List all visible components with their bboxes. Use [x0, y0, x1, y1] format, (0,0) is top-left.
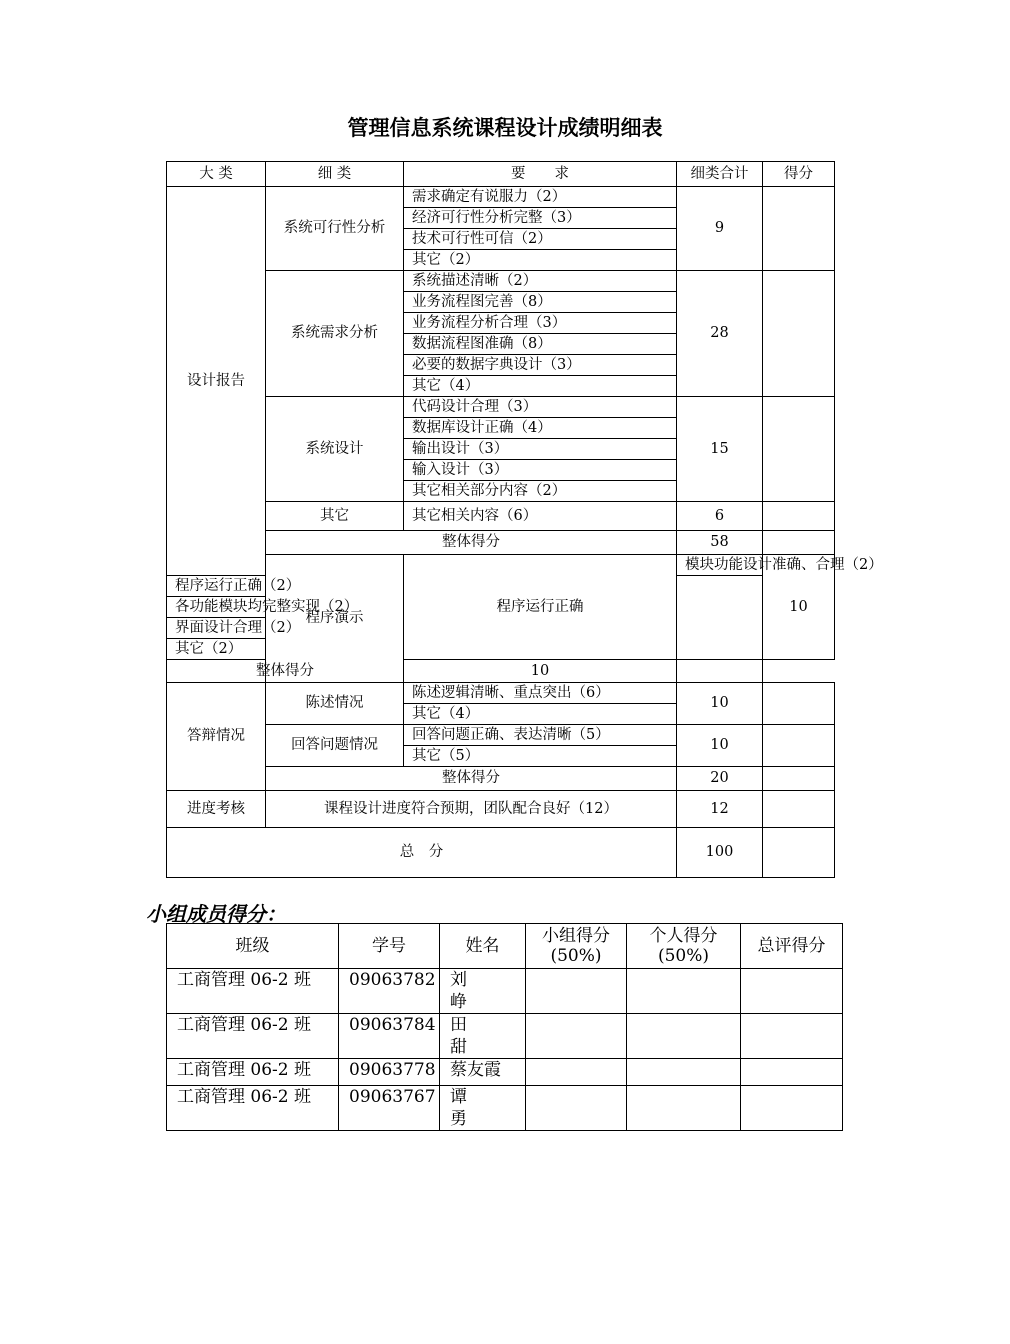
overall-label: 整体得分 — [167, 660, 404, 683]
overall-label: 整体得分 — [266, 767, 677, 791]
overall-value: 10 — [404, 660, 677, 683]
requirement-item: 业务流程图完善（8） — [404, 292, 677, 313]
subtotal-answer: 10 — [677, 725, 763, 767]
score-cell[interactable] — [763, 502, 835, 531]
subtotal-progress: 12 — [677, 791, 763, 828]
member-class: 工商管理 06-2 班 — [167, 969, 339, 1014]
member-name: 田 甜 — [440, 1014, 526, 1059]
requirement-item: 技术可行性可信（2） — [404, 229, 677, 250]
header-name: 姓名 — [440, 924, 526, 969]
personal-score-cell[interactable] — [627, 1086, 741, 1131]
requirement-item: 需求确定有说服力（2） — [404, 187, 677, 208]
table-row — [167, 725, 835, 746]
subtotal-running: 10 — [763, 555, 835, 660]
personal-score-cell[interactable] — [627, 1059, 741, 1086]
header-subtotal: 细类合计 — [677, 162, 763, 187]
score-cell[interactable] — [763, 271, 835, 397]
subtotal-requirements: 28 — [677, 271, 763, 397]
requirement-item: 界面设计合理（2） — [167, 618, 266, 639]
personal-score-cell[interactable] — [627, 1014, 741, 1059]
overall-row — [167, 767, 835, 791]
total-score-cell[interactable] — [741, 1014, 843, 1059]
header-total-score: 总评得分 — [741, 924, 843, 969]
requirement-item: 业务流程分析合理（3） — [404, 313, 677, 334]
total-score-cell[interactable] — [741, 1086, 843, 1131]
score-cell[interactable] — [763, 683, 835, 725]
subcategory-answer: 回答问题情况 — [266, 725, 404, 767]
requirement-item: 其它（4） — [404, 376, 677, 397]
member-row — [167, 1014, 843, 1059]
member-id: 09063782 — [339, 969, 440, 1014]
score-cell[interactable] — [763, 725, 835, 767]
requirement-item: 数据流程图准确（8） — [404, 334, 677, 355]
overall-row — [167, 660, 835, 683]
requirement-item: 代码设计合理（3） — [404, 397, 677, 418]
requirement-item: 输入设计（3） — [404, 460, 677, 481]
subcategory-requirements: 系统需求分析 — [266, 271, 404, 397]
header-personal-score: 个人得分 (50%) — [627, 924, 741, 969]
requirement-item: 陈述逻辑清晰、重点突出（6） — [404, 683, 677, 704]
category-progress: 进度考核 — [167, 791, 266, 828]
subcategory-feasibility: 系统可行性分析 — [266, 187, 404, 271]
group-score-cell[interactable] — [526, 969, 627, 1014]
requirement-item: 回答问题正确、表达清晰（5） — [404, 725, 677, 746]
category-report: 设计报告 — [167, 187, 266, 576]
total-score-cell[interactable] — [741, 969, 843, 1014]
member-row — [167, 969, 843, 1014]
subtotal-design: 15 — [677, 397, 763, 502]
requirement-item: 数据库设计正确（4） — [404, 418, 677, 439]
table-row — [167, 555, 835, 576]
subtotal-other: 6 — [677, 502, 763, 531]
overall-value: 20 — [677, 767, 763, 791]
category-defense: 答辩情况 — [167, 683, 266, 791]
subtotal-feasibility: 9 — [677, 187, 763, 271]
table-row — [167, 397, 835, 418]
requirement-item: 系统描述清晰（2） — [404, 271, 677, 292]
score-cell[interactable] — [763, 828, 835, 878]
group-score-cell[interactable] — [526, 1014, 627, 1059]
members-header-row — [167, 924, 843, 969]
member-id: 09063778 — [339, 1059, 440, 1086]
requirement-item: 其它（5） — [404, 746, 677, 767]
member-name: 谭 勇 — [440, 1086, 526, 1131]
total-row — [167, 828, 835, 878]
member-class: 工商管理 06-2 班 — [167, 1086, 339, 1131]
score-cell[interactable] — [677, 660, 763, 683]
header-subcategory: 细 类 — [266, 162, 404, 187]
score-cell[interactable] — [763, 791, 835, 828]
table-row — [167, 502, 835, 531]
progress-requirement: 课程设计进度符合预期，团队配合良好（12） — [266, 791, 677, 828]
requirement-item: 其它（4） — [404, 704, 677, 725]
subcategory-running: 程序运行正确 — [404, 555, 677, 660]
score-detail-table — [166, 161, 883, 878]
subcategory-other: 其它 — [266, 502, 404, 531]
requirement-item: 其它（2） — [404, 250, 677, 271]
total-label: 总 分 — [167, 828, 677, 878]
member-name: 刘 峥 — [440, 969, 526, 1014]
requirement-item: 输出设计（3） — [404, 439, 677, 460]
member-class: 工商管理 06-2 班 — [167, 1014, 339, 1059]
overall-value: 58 — [677, 531, 763, 555]
score-cell[interactable] — [763, 187, 835, 271]
header-score: 得分 — [763, 162, 835, 187]
header-id: 学号 — [339, 924, 440, 969]
table-row — [167, 187, 835, 208]
member-id: 09063784 — [339, 1014, 440, 1059]
page-title: 管理信息系统课程设计成绩明细表 — [347, 116, 663, 140]
score-cell[interactable] — [763, 531, 835, 555]
header-group-score: 小组得分 (50%) — [526, 924, 627, 969]
subcategory-statement: 陈述情况 — [266, 683, 404, 725]
progress-row — [167, 791, 835, 828]
group-score-cell[interactable] — [526, 1059, 627, 1086]
member-row — [167, 1059, 843, 1086]
header-row — [167, 162, 835, 187]
subcategory-design: 系统设计 — [266, 397, 404, 502]
table-row — [167, 683, 835, 704]
total-value: 100 — [677, 828, 763, 878]
member-class: 工商管理 06-2 班 — [167, 1059, 339, 1086]
requirement-item: 经济可行性分析完整（3） — [404, 208, 677, 229]
requirement-item: 必要的数据字典设计（3） — [404, 355, 677, 376]
members-section-title: 小组成员得分： — [146, 902, 286, 926]
category-demo: 程序演示 — [266, 555, 404, 683]
group-score-cell[interactable] — [526, 1086, 627, 1131]
requirement-item: 其它相关内容（6） — [404, 502, 677, 531]
score-cell[interactable] — [763, 397, 835, 502]
requirement-item: 模块功能设计准确、合理（2） — [677, 555, 763, 576]
requirement-item: 程序运行正确（2） — [167, 576, 266, 597]
personal-score-cell[interactable] — [627, 969, 741, 1014]
member-name: 蔡友霞 — [440, 1059, 526, 1086]
score-cell[interactable] — [763, 767, 835, 791]
subtotal-statement: 10 — [677, 683, 763, 725]
header-class: 班级 — [167, 924, 339, 969]
requirement-item: 其它（2） — [167, 639, 266, 660]
table-row — [167, 271, 835, 292]
total-score-cell[interactable] — [741, 1059, 843, 1086]
overall-label: 整体得分 — [266, 531, 677, 555]
requirement-item: 各功能模块均完整实现（2） — [167, 597, 266, 618]
member-row — [167, 1086, 843, 1131]
members-table — [166, 923, 843, 1131]
overall-row — [167, 531, 835, 555]
member-id: 09063767 — [339, 1086, 440, 1131]
requirement-item: 其它相关部分内容（2） — [404, 481, 677, 502]
header-requirement: 要 求 — [404, 162, 677, 187]
header-category: 大 类 — [167, 162, 266, 187]
